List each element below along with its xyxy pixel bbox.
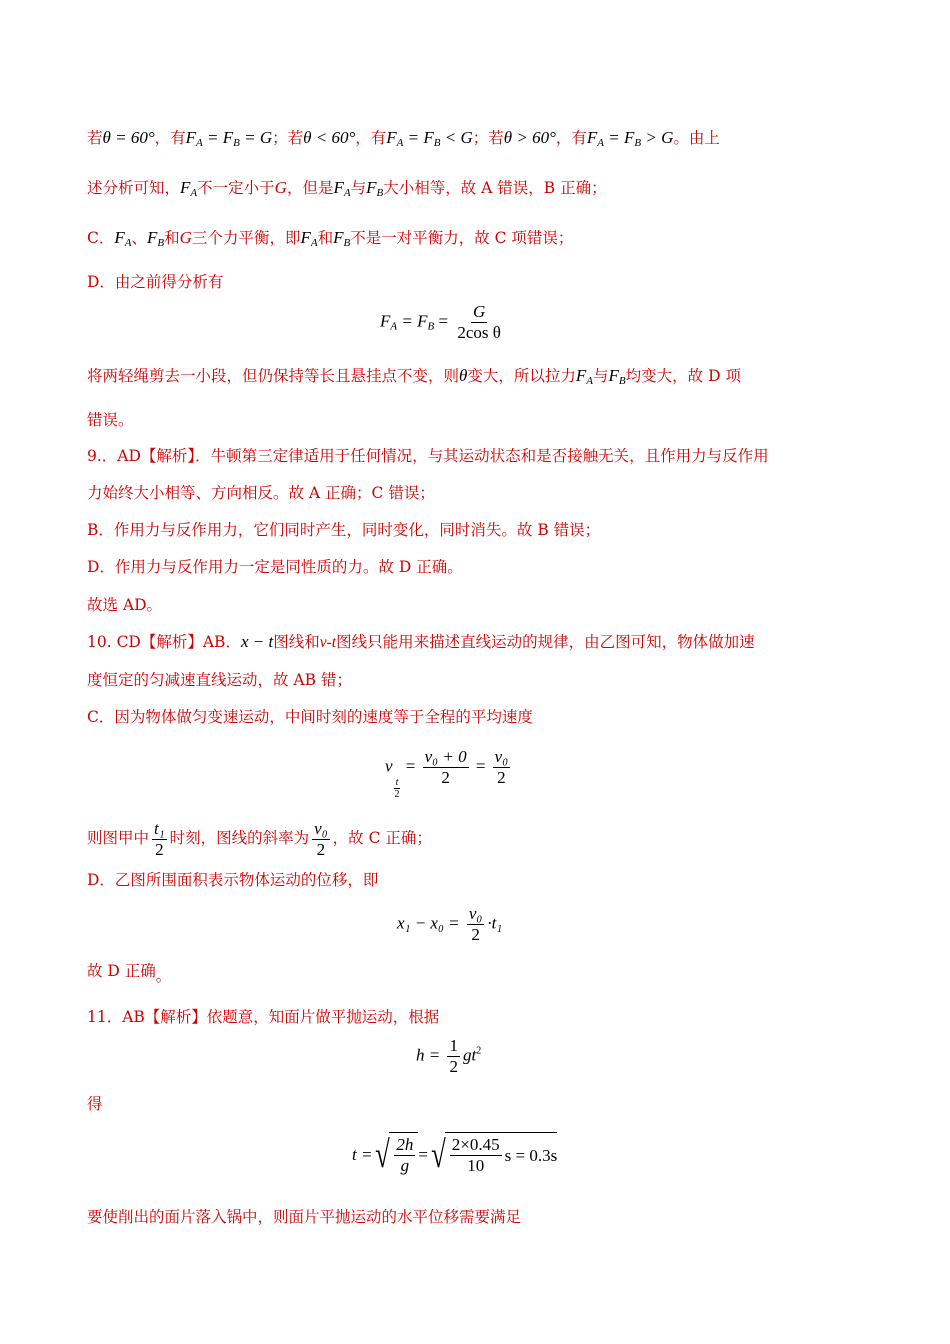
paragraph-q9-answer: 故选 AD。 xyxy=(87,596,163,614)
paragraph-rope-cut-end: 错误。 xyxy=(87,411,134,429)
paragraph-q10-line1: 10. CD【解析】AB．x − t图线和v-t图线只能用来描述直线运动的规律，由乙图可知，物体做加速 xyxy=(87,632,755,651)
sqrt-symbol: √ 2×0.45 10 s = 0.3s xyxy=(431,1134,558,1176)
equation-fa-fb: FA = FB = $\frac{G}{\text{2cos θ}}$ xyxy=(380,302,501,342)
paragraph-q10-line2: 度恒定的匀减速直线运动，故 AB 错； xyxy=(87,671,352,689)
paragraph-q10-d-answer: 故 D 正确。 xyxy=(87,962,172,985)
paragraph-slope: 则图甲中 $\frac{\text{t₁}}{2}$ 时刻，图线的斜率为 $\frac{\text{v₀}}{2}$ ，故 C 正确； xyxy=(87,818,432,859)
paragraph-q11-condition: 要使削出的面片落入锅中，则面片平抛运动的水平位移需要满足 xyxy=(87,1208,522,1226)
paragraph-q10-d: D．乙图所围面积表示物体运动的位移，即 xyxy=(87,871,379,889)
paragraph-analysis: 述分析可知，FA不一定小于G，但是FA与FB大小相等，故 A 错误，B 正确； xyxy=(87,178,607,199)
sqrt-symbol: √ 2h g xyxy=(372,1132,418,1178)
paragraph-q9-d: D．作用力与反作用力一定是同性质的力。故 D 正确。 xyxy=(87,558,463,576)
paragraph-q9-b: B．作用力与反作用力，它们同时产生，同时变化，同时消失。故 B 错误； xyxy=(87,521,601,539)
paragraph-q9-line2: 力始终大小相等、方向相反。故 A 正确；C 错误； xyxy=(87,484,435,502)
equation-mid-velocity: v $\frac{t}{2}$ = $\frac{\text{v₀ + 0}}{2}$ = $\frac{\text{v₀}}{2}$ xyxy=(385,747,509,801)
paragraph-theta-cases: 若θ = 60°，有FA = FB = G；若θ < 60°，有FA = FB < G；若θ > 60°，有FA = FB > G。由上 xyxy=(87,128,720,149)
paragraph-option-c: C．FA、FB和G三个力平衡，即FA和FB不是一对平衡力，故 C 项错误； xyxy=(87,228,574,249)
paragraph-option-d: D．由之前得分析有 xyxy=(87,273,224,291)
equation-free-fall: h = $\frac{1}{2}$ $gt^2$ xyxy=(416,1036,482,1076)
equation-displacement: x₁ − x₀ = $\frac{\text{v₀}}{2}$ ·t₁ xyxy=(397,904,503,944)
paragraph-q10-c: C．因为物体做匀变速运动，中间时刻的速度等于全程的平均速度 xyxy=(87,708,533,726)
paragraph-derive: 得 xyxy=(87,1095,103,1113)
paragraph-rope-cut: 将两轻绳剪去一小段，但仍保持等长且悬挂点不变，则θ变大，所以拉力FA与FB均变大，故 D 项 xyxy=(87,366,741,387)
paragraph-q11-line1: 11．AB【解析】依题意，知面片做平抛运动，根据 xyxy=(87,1008,440,1026)
equation-time: t = √ 2h g = √ 2×0.45 10 s = 0.3s xyxy=(352,1134,558,1176)
paragraph-q9-line1: 9.．AD【解析】．牛顿第三定律适用于任何情况，与其运动状态和是否接触无关，且作用力与反作用 xyxy=(87,447,769,465)
